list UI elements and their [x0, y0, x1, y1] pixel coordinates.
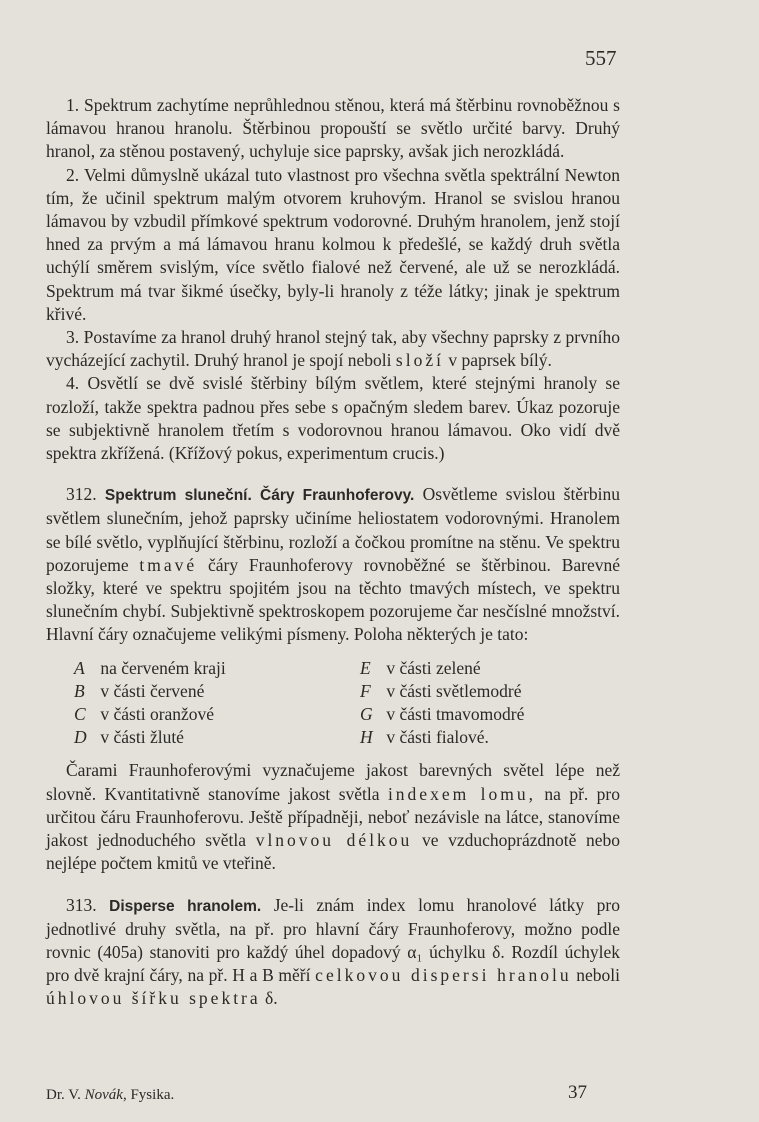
- line-location: v části zelené: [386, 657, 481, 678]
- line-location: v části oranžové: [100, 704, 215, 725]
- spaced-emphasis: celkovou dispersi hranolu: [315, 965, 572, 986]
- paragraph-text: v paprsek bílý.: [448, 350, 552, 371]
- paragraph-2: [46, 164, 620, 326]
- paragraph-number: 4.: [66, 373, 80, 394]
- paragraph-3: [46, 326, 620, 372]
- footer-author-name: Novák: [84, 1087, 123, 1103]
- line-entry: [74, 680, 360, 703]
- line-location: v části žluté: [100, 727, 184, 748]
- paragraph-text: na př. pro určitou čáru Fraunhoferovu. Ještě případněji, neboť nezávisle na látce, stanovíme jakost jednoduchého světla: [46, 783, 621, 851]
- fraunhofer-lines-table: [74, 657, 620, 750]
- line-letter: H: [360, 727, 373, 748]
- page-number: 557: [585, 46, 617, 70]
- section-number: 312.: [66, 484, 97, 505]
- line-location: v části světlemodré: [386, 680, 522, 701]
- line-entry: [360, 726, 610, 749]
- section-title: Disperse hranolem.: [109, 897, 262, 915]
- spaced-emphasis: úhlovou šířku spektra: [46, 988, 261, 1009]
- paragraph-text: Spektrum zachytíme neprůhlednou stěnou, která má štěrbinu rovnoběžnou s lámavou hranou hranolu. Štěrbinou propouští se světlo určité barvy. Druhý hranol, za stěnou postavený, uchyluje sice paprsky, avšak jich nerozkládá.: [46, 95, 620, 162]
- footer-prefix: Dr. V.: [46, 1087, 81, 1103]
- section-312: [46, 483, 620, 646]
- line-entry: [360, 657, 610, 680]
- section-text: Je-li znám index lomu hranolové látky pro jednotlivé druhy světla, na př. pro hlavní čáry Fraunhoferovy, možno podle rovnic (405a) stanoviti pro každý úhel dopadový α₁ úchylku δ. Rozdíl úchylek pro dvě krajní čáry, na př. H a B měří: [46, 894, 621, 986]
- line-letter: A: [74, 657, 85, 678]
- paragraph-text: ve vzduchoprázdnotě nebo nejlépe počtem kmitů ve vteřině.: [46, 830, 621, 874]
- paragraph-text: Postavíme za hranol druhý hranol stejný tak, aby všechny paprsky z prvního vycházející zachytil. Druhý hranol je spojí neboli: [46, 327, 621, 371]
- paragraph-text: Osvětlí se dvě svislé štěrbiny bílým světlem, které stejnými hranoly se rozloží, takže spektra padnou přes sebe s opačným sledem barev. Úkaz pozoruje se subjektivně hranolem třetím s vodorovnou hranou lámavou. Oko vidí dvě spektra zkřížená. (Křížový pokus, experimentum crucis.): [46, 373, 621, 464]
- spaced-emphasis: indexem lomu,: [387, 783, 536, 804]
- line-entry: [360, 703, 610, 726]
- paragraph-number: 2.: [66, 164, 80, 185]
- footer-suffix: , Fysika.: [122, 1087, 175, 1103]
- spaced-emphasis: tmavé: [139, 554, 198, 575]
- paragraph-text: Čarami Fraunhoferovými vyznačujeme jakost barevných světel lépe než slovně. Kvantitativně stanovíme jakost světla: [46, 760, 620, 804]
- line-location: v části fialové.: [386, 727, 489, 748]
- body-text: [46, 94, 620, 1011]
- paragraph-1: [46, 94, 620, 164]
- section-313: [46, 894, 620, 1011]
- section-text: čáry Fraunhoferovy rovnoběžné se štěrbinou. Barevné složky, které ve spektru spojitém jsou na těchto tmavých místech, ve spektru slunečním chybí. Subjektivně spektroskopem pozorujeme čar nesčíslné množství. Hlavní čáry označujeme velikými písmeny. Poloha některých je tato:: [46, 554, 621, 645]
- line-letter: E: [360, 657, 371, 678]
- line-letter: C: [74, 704, 86, 725]
- section-number: 313.: [66, 894, 97, 915]
- paragraph-text: Velmi důmyslně ukázal tuto vlastnost pro všechna světla spektrální Newton tím, že učinil spektrum malým otvorem kruhovým. Hranol se svislou hranou lámavou by vzbudil přímkové spektrum vodorovné. Druhým hranolem, jenž stojí hned za prvým a má lámavou hranu kolmou k předešlé, se každý druh světla uchýlí směrem svislým, více světlo fialové než červené, ale už se nerozkládá. Spektrum má tvar šikmé úsečky, byly-li hranoly z téže látky; jinak je spektrum křivé.: [46, 164, 621, 324]
- line-entry: [74, 726, 360, 749]
- section-title: Spektrum sluneční. Čáry Fraunhoferovy.: [104, 487, 415, 505]
- line-location: na červeném kraji: [100, 657, 226, 678]
- line-location: v části červené: [100, 680, 205, 701]
- section-text: neboli: [576, 965, 621, 986]
- line-entry: [360, 680, 610, 703]
- line-location: v části tmavomodré: [386, 704, 525, 725]
- paragraph-after-table: [46, 759, 620, 875]
- section-text: δ.: [265, 988, 278, 1009]
- line-letter: B: [74, 680, 85, 701]
- line-letter: F: [360, 680, 371, 701]
- paragraph-4: [46, 372, 620, 465]
- section-text: Osvětleme svislou štěrbinu světlem slunečním, jehož paprsky učiníme heliostatem vodorovnými. Hranolem se bílé světlo, vyplňující štěrbinu, rozloží a čočkou promítne na stěnu. Ve spektru pozorujeme: [46, 484, 621, 575]
- line-letter: G: [360, 704, 373, 725]
- paragraph-number: 3.: [66, 327, 80, 348]
- line-entry: [74, 703, 360, 726]
- line-entry: [74, 657, 360, 680]
- spaced-emphasis: vlnovou délkou: [255, 830, 413, 851]
- signature-mark: 37: [568, 1082, 587, 1103]
- line-letter: D: [74, 727, 87, 748]
- paragraph-number: 1.: [66, 95, 80, 115]
- spaced-emphasis: složí: [395, 350, 444, 371]
- footer-author: [46, 1087, 174, 1104]
